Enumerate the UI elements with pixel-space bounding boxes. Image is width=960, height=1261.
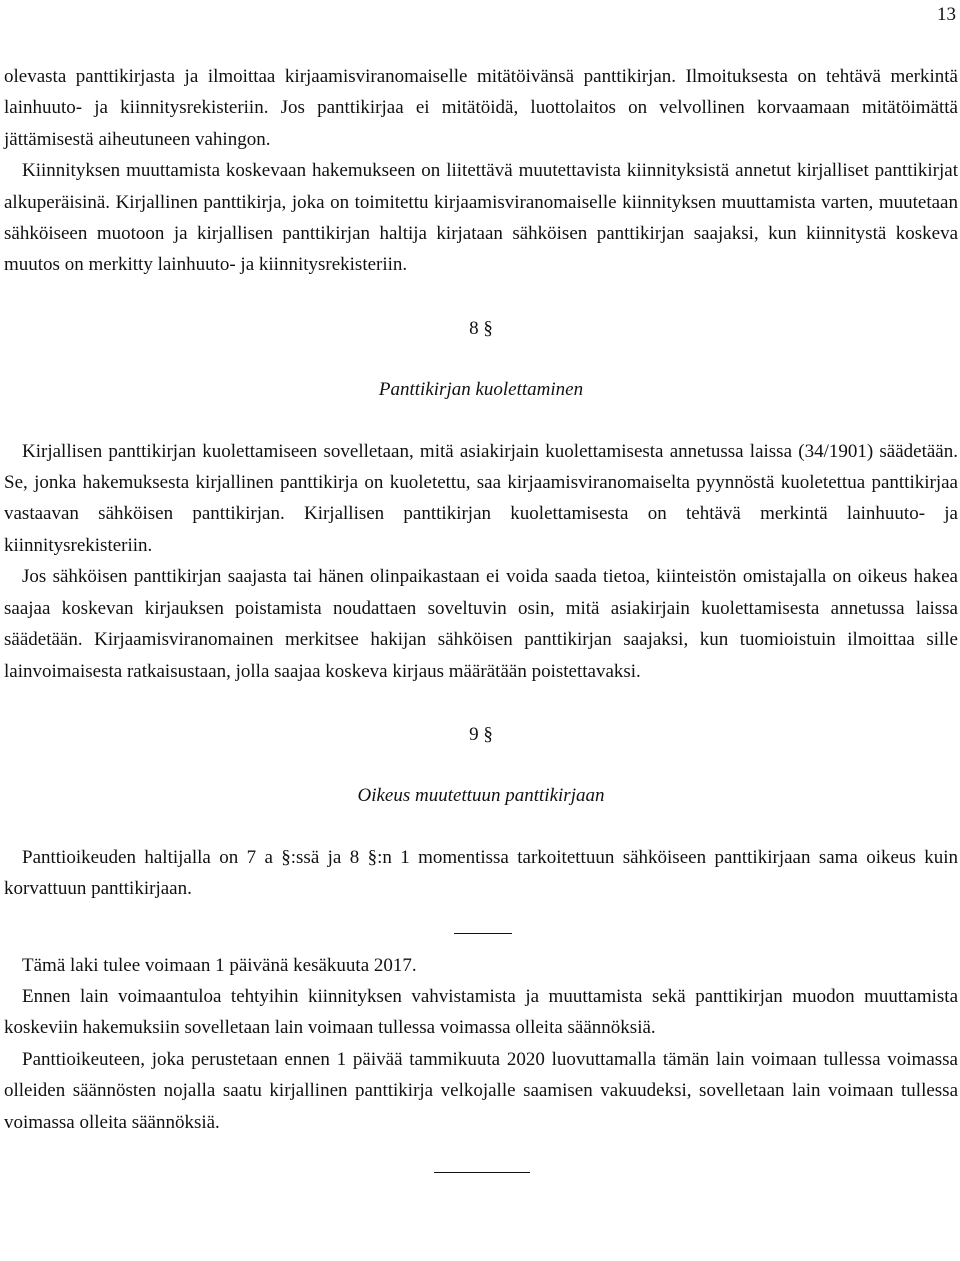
section-9-paragraph-1: Panttioikeuden haltijalla on 7 a §:ssä ja 8 §:n 1 momentissa tarkoitettuun sähköiseen panttikirjaan sama oikeus kuin korvattuun panttikirjaan. [4,846,958,900]
document-body [4,61,958,1173]
intro-paragraph-2: Kiinnityksen muuttamista koskevaan hakemukseen on liitettävä muutettavista kiinnityksistä annetut kirjalliset panttikirjat alkuperäisinä. Kirjallinen panttikirja, joka on toimitettu kirjaamisviranomaiselle kiinnityksen muuttamista varten, muutetaan sähköiseen muotoon ja kirjallisen panttikirjan haltija kirjataan sähköisen panttikirjan saajaksi, kun kiinnitystä koskeva muutos on merkitty lainhuuto- ja kiinnitysrekisteriin. [4,160,958,276]
end-separator-line [434,1172,530,1173]
section-8-number: 8 § [469,317,493,339]
section-8-paragraph-2: Jos sähköisen panttikirjan saajasta tai hänen olinpaikastaan ei voida saada tietoa, kiinteistön omistajalla on oikeus hakea saajaa koskevan kirjauksen poistamista noudattaen soveltuvin osin, mitä asiakirjain kuolettamisesta annetussa laissa säädetään. Kirjaamisviranomainen merkitsee hakijan sähköisen panttikirjan saajaksi, kun tuomioistuin ilmoittaa sille lainvoimaisesta ratkaisustaan, jolla saajaa koskeva kirjaus määrätään poistettavaksi. [4,566,958,682]
transitional-paragraph-2: Panttioikeuteen, joka perustetaan ennen 1 päivää tammikuuta 2020 luovuttamalla tämän lain voimaan tullessa voimassa olleiden säännösten nojalla saatu kirjallinen panttikirja velkojalle saamisen vakuudeksi, sovelletaan lain voimaan tullessa voimassa olleita säännöksiä. [4,1048,958,1133]
section-9-number: 9 § [469,723,493,745]
section-8-title: Panttikirjan kuolettaminen [378,379,584,401]
separator-line [454,933,512,934]
transitional-paragraph-1: Ennen lain voimaantuloa tehtyihin kiinnityksen vahvistamista ja muuttamista sekä panttikirjan muodon muuttamista koskeviin hakemuksiin sovelletaan lain voimaan tullessa voimassa olleita säännöksiä. [4,985,958,1039]
page-number: 13 [937,4,956,25]
entry-into-force-paragraph: Tämä laki tulee voimaan 1 päivänä kesäkuuta 2017. [22,954,417,976]
section-8-paragraph-1: Kirjallisen panttikirjan kuolettamiseen sovelletaan, mitä asiakirjain kuolettamisesta annetussa laissa (34/1901) säädetään. Se, jonka hakemuksesta kirjallinen panttikirja on kuoletettu, saa kirjaamisviranomaiselta pyynnöstä kuoletettua panttikirjaa vastaavan sähköisen panttikirjan. Kirjallisen panttikirjan kuolettamisesta on tehtävä merkintä lainhuuto- ja kiinnitysrekisteriin. [4,440,958,556]
intro-paragraph-1: olevasta panttikirjasta ja ilmoittaa kirjaamisviranomaiselle mitätöivänsä panttikirjan. Ilmoituksesta on tehtävä merkintä lainhuuto- ja kiinnitysrekisteriin. Jos panttikirjaa ei mitätöidä, luottolaitos on velvollinen korvaamaan mitätöimättä jättämisestä aiheutuneen vahingon. [4,66,958,150]
section-9-title: Oikeus muutettuun panttikirjaan [357,785,605,807]
